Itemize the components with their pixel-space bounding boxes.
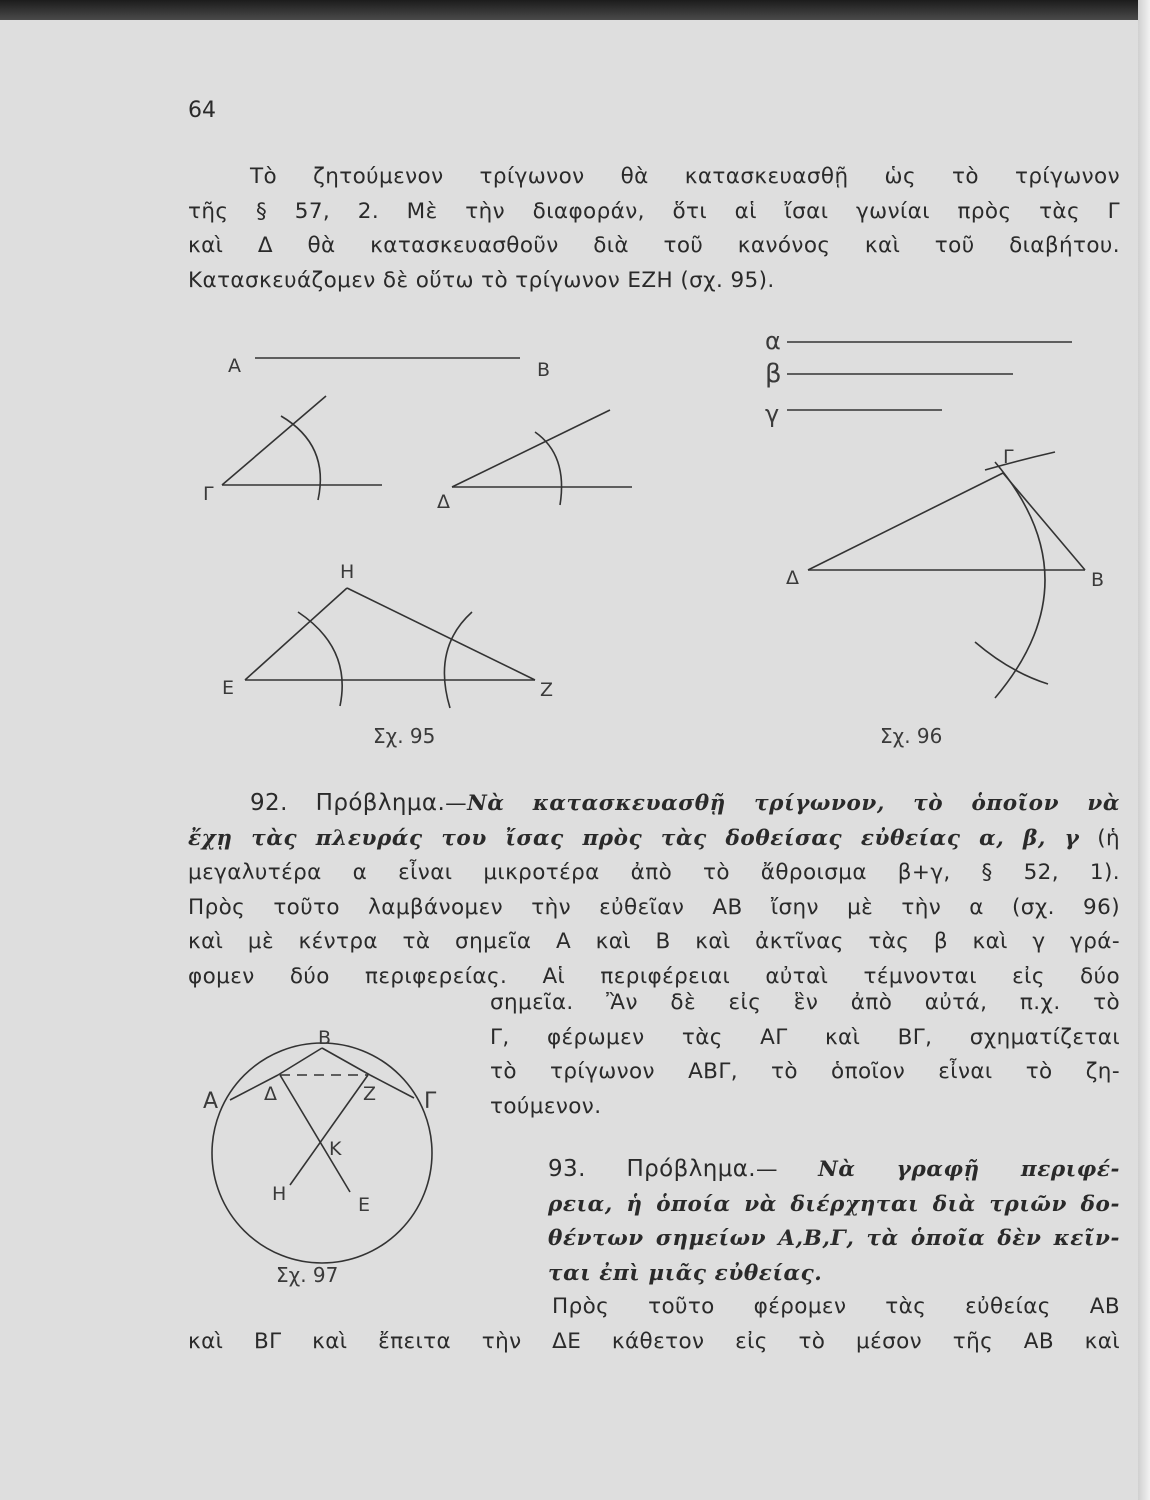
text-fragment: (ἡ: [1097, 825, 1121, 851]
text-line: φομεν δύο περιφερείας. Αἱ περιφέρειαι αὐταὶ τέμνονται εἰς δύο: [188, 963, 1120, 989]
problem-92-continued: [490, 986, 1120, 1124]
triangle-ezh-side-hz: [347, 588, 535, 680]
label-a: A: [228, 355, 241, 377]
triangle-ezh-side-eh: [245, 588, 347, 680]
chord-bg-right: [370, 1075, 414, 1098]
angle-d-arc: [535, 432, 562, 505]
label-k: K: [329, 1138, 342, 1160]
caption-fig97: Σχ. 97: [276, 1263, 339, 1287]
dash: —: [756, 1157, 778, 1182]
problem-93-solution: [188, 1290, 1120, 1359]
triangle-abg-side-bg: [1003, 473, 1085, 570]
arc-z: [444, 612, 472, 708]
text-line: Πρὸς τοῦτο λαμβάνομεν τὴν εὐθεῖαν ΑΒ ἴσην μὲ τὴν α (σχ. 96): [188, 894, 1120, 920]
text-line: τὸ τρίγωνον ΑΒΓ, τὸ ὁποῖον εἶναι τὸ ζη-: [490, 1059, 1120, 1084]
text-line: θέντων σημείων Α,Β,Γ, τὰ ὁποῖα δὲν κεῖν-: [548, 1226, 1120, 1251]
label-delta-vertex: Δ: [786, 567, 799, 589]
text-line: τῆς § 57, 2. Μὲ τὴν διαφοράν, ὅτι αἱ ἴσαι γωνίαι πρὸς τὰς Γ: [188, 198, 1120, 224]
statement-part: Νὰ γραφῇ περιφέ-: [818, 1157, 1121, 1182]
problem-93-statement: [548, 1152, 1120, 1291]
label-z: Z: [363, 1083, 377, 1105]
text-line: Κατασκευάζομεν δὲ οὕτω τὸ τρίγωνον ΕΖΗ (σχ. 95).: [188, 267, 775, 293]
chord-bg-left: [322, 1048, 370, 1075]
label-h: H: [340, 561, 355, 583]
label-a: A: [203, 1089, 219, 1114]
text-line: ρεια, ἡ ὁποία νὰ διέρχηται διὰ τριῶν δο-: [548, 1191, 1120, 1217]
text-line: [188, 822, 1120, 857]
label-gamma-vertex: Γ: [1003, 446, 1014, 468]
figure-97: [203, 1027, 437, 1287]
label-g: Γ: [203, 483, 214, 505]
dash: —: [445, 791, 468, 816]
label-b: B: [318, 1027, 332, 1049]
label-z: Z: [540, 679, 554, 701]
line-de: [280, 1075, 350, 1192]
text-line: Πρὸς τοῦτο φέρομεν τὰς εὐθείας ΑΒ: [552, 1294, 1120, 1319]
chord-ab-right: [278, 1048, 322, 1075]
text-line: Γ, φέρωμεν τὰς ΑΓ καὶ ΒΓ, σχηματίζεται: [490, 1024, 1120, 1050]
text-line: [188, 786, 1120, 822]
text-line: μεγαλυτέρα α εἶναι μικροτέρα ἀπὸ τὸ ἄθροισμα β+γ, § 52, 1).: [188, 860, 1120, 885]
circle: [212, 1043, 432, 1263]
triangle-abg-side-ag: [808, 473, 1003, 570]
label-gamma: γ: [765, 400, 780, 428]
label-b-vertex: B: [1091, 569, 1105, 591]
text-line: καὶ Δ θὰ κατασκευασθοῦν διὰ τοῦ κανόνος καὶ τοῦ διαβήτου.: [188, 233, 1120, 258]
page-number: 64: [188, 98, 216, 123]
figure-96: [765, 327, 1104, 748]
label-beta: β: [765, 359, 782, 389]
figure-95: [203, 355, 632, 748]
label-h: H: [272, 1183, 287, 1205]
problem-92-paragraph: [188, 786, 1120, 994]
angle-d-side: [452, 410, 610, 487]
label-d: Δ: [264, 1083, 277, 1105]
problem-92-statement-cont: ἔχῃ τὰς πλευράς του ἴσας πρὸς τὰς δοθείσας εὐθείας α, β, γ: [188, 825, 1080, 851]
label-e: E: [222, 677, 235, 699]
label-alpha: α: [765, 327, 781, 355]
text-line: σημεῖα. Ἂν δὲ εἰς ἓν ἀπὸ αὐτά, π.χ. τὸ: [490, 990, 1120, 1015]
text-line: ται ἐπὶ μιᾶς εὐθείας.: [548, 1260, 823, 1286]
line-zh: [290, 1075, 368, 1185]
text-line: καὶ ΒΓ καὶ ἔπειτα τὴν ΔΕ κάθετον εἰς τὸ μέσον τῆς ΑΒ καὶ: [188, 1328, 1120, 1354]
label-d: Δ: [437, 491, 450, 513]
label-g: Γ: [424, 1089, 437, 1114]
text-line: Τὸ ζητούμενον τρίγωνον θὰ κατασκευασθῇ ὡς τὸ τρίγωνον: [250, 164, 1120, 189]
problem-92-heading: 92. Πρόβλημα.: [250, 790, 446, 816]
text-line: καὶ μὲ κέντρα τὰ σημεῖα Α καὶ Β καὶ ἀκτῖνας τὰς β καὶ γ γρά-: [188, 929, 1120, 954]
label-e: E: [358, 1194, 371, 1216]
text-line: [548, 1152, 1120, 1188]
text-line: τούμενον.: [490, 1093, 602, 1119]
problem-93-heading: 93. Πρόβλημα.: [548, 1156, 757, 1182]
problem-92-statement: Νὰ κατασκευασθῇ τρίγωνον, τὸ ὁποῖον νὰ: [467, 791, 1121, 816]
caption-fig95: Σχ. 95: [373, 724, 436, 748]
caption-fig96: Σχ. 96: [880, 724, 943, 748]
label-b: B: [537, 359, 551, 381]
angle-g-side: [222, 396, 326, 485]
arc-top: [985, 452, 1055, 470]
